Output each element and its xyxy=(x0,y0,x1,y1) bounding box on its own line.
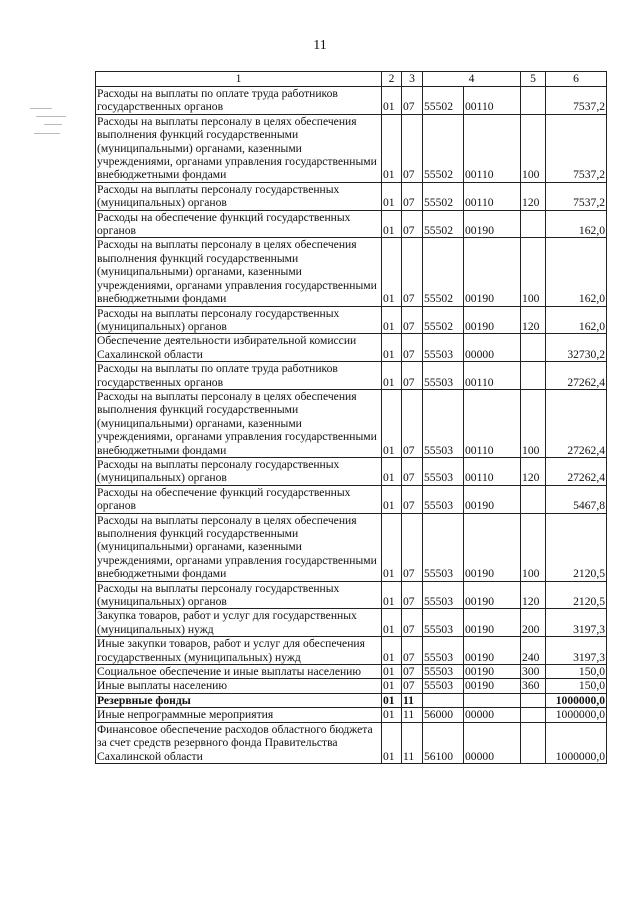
expense-type-code: 240 xyxy=(521,637,546,665)
section-code: 01 xyxy=(382,182,402,210)
page-number: 11 xyxy=(313,38,327,53)
target-article-subcode: 00000 xyxy=(464,334,521,362)
expense-type-code: 120 xyxy=(521,581,546,609)
expense-type-code: 100 xyxy=(521,238,546,306)
row-name: Расходы на обеспечение функций государственных органов xyxy=(96,210,382,238)
scan-mark xyxy=(44,124,62,125)
amount: 27262,4 xyxy=(546,362,607,390)
subsection-code: 07 xyxy=(402,581,423,609)
target-article-code: 55502 xyxy=(423,87,464,115)
table-row xyxy=(96,182,607,210)
target-article-code: 55503 xyxy=(423,513,464,581)
target-article-subcode: 00190 xyxy=(464,679,521,693)
section-code: 01 xyxy=(382,485,402,513)
table-row xyxy=(96,693,607,707)
amount: 3197,3 xyxy=(546,609,607,637)
table-row xyxy=(96,679,607,693)
table-header-row xyxy=(96,72,607,87)
target-article-subcode: 00110 xyxy=(464,457,521,485)
section-code: 01 xyxy=(382,581,402,609)
section-code: 01 xyxy=(382,693,402,707)
amount: 3197,3 xyxy=(546,637,607,665)
target-article-code: 55503 xyxy=(423,389,464,457)
target-article-subcode: 00000 xyxy=(464,722,521,763)
row-name: Расходы на выплаты персоналу в целях обеспечения выполнения функций государственными (муниципальными) органами, казенными учреждениями, органами управления государственными внебюджетными фондами xyxy=(96,389,382,457)
table-row xyxy=(96,210,607,238)
target-article-subcode: 00190 xyxy=(464,637,521,665)
target-article-code xyxy=(423,693,464,707)
expense-type-code xyxy=(521,362,546,390)
section-code: 01 xyxy=(382,362,402,390)
subsection-code: 07 xyxy=(402,679,423,693)
target-article-subcode: 00000 xyxy=(464,708,521,722)
amount: 7537,2 xyxy=(546,182,607,210)
target-article-code: 55503 xyxy=(423,581,464,609)
amount: 32730,2 xyxy=(546,334,607,362)
scan-mark xyxy=(34,133,60,134)
row-name: Расходы на выплаты по оплате труда работников государственных органов xyxy=(96,362,382,390)
subsection-code: 07 xyxy=(402,637,423,665)
row-name: Обеспечение деятельности избирательной комиссии Сахалинской области xyxy=(96,334,382,362)
table-row xyxy=(96,708,607,722)
table-row xyxy=(96,513,607,581)
subsection-code: 07 xyxy=(402,513,423,581)
scan-mark xyxy=(30,108,52,109)
expense-type-code xyxy=(521,693,546,707)
target-article-subcode xyxy=(464,693,521,707)
target-article-code: 55503 xyxy=(423,679,464,693)
expense-type-code: 120 xyxy=(521,457,546,485)
section-code: 01 xyxy=(382,637,402,665)
target-article-subcode: 00190 xyxy=(464,665,521,679)
row-name: Финансовое обеспечение расходов областного бюджета за счет средств резервного фонда Правительства Сахалинской области xyxy=(96,722,382,763)
subsection-code: 11 xyxy=(402,693,423,707)
row-name: Расходы на выплаты персоналу в целях обеспечения выполнения функций государственными (муниципальными) органами, казенными учреждениями, органами управления государственными внебюджетными фондами xyxy=(96,513,382,581)
subsection-code: 07 xyxy=(402,182,423,210)
column-header: 6 xyxy=(546,72,607,87)
expense-type-code: 120 xyxy=(521,182,546,210)
expense-type-code xyxy=(521,722,546,763)
target-article-code: 56000 xyxy=(423,708,464,722)
amount: 1000000,0 xyxy=(546,722,607,763)
amount: 7537,2 xyxy=(546,114,607,182)
target-article-subcode: 00110 xyxy=(464,114,521,182)
column-header: 4 xyxy=(423,72,521,87)
table-row xyxy=(96,609,607,637)
amount: 162,0 xyxy=(546,306,607,334)
target-article-subcode: 00110 xyxy=(464,87,521,115)
table-row xyxy=(96,114,607,182)
target-article-subcode: 00190 xyxy=(464,513,521,581)
section-code: 01 xyxy=(382,609,402,637)
section-code: 01 xyxy=(382,238,402,306)
expense-type-code xyxy=(521,210,546,238)
table-row xyxy=(96,581,607,609)
table-row xyxy=(96,637,607,665)
target-article-code: 55502 xyxy=(423,306,464,334)
expense-type-code: 100 xyxy=(521,513,546,581)
expense-type-code: 120 xyxy=(521,306,546,334)
subsection-code: 07 xyxy=(402,665,423,679)
expense-type-code: 300 xyxy=(521,665,546,679)
expense-type-code xyxy=(521,485,546,513)
expense-type-code: 360 xyxy=(521,679,546,693)
table-row xyxy=(96,362,607,390)
subsection-code: 07 xyxy=(402,457,423,485)
row-name: Иные выплаты населению xyxy=(96,679,382,693)
amount: 1000000,0 xyxy=(546,693,607,707)
amount: 27262,4 xyxy=(546,389,607,457)
amount: 5467,8 xyxy=(546,485,607,513)
section-code: 01 xyxy=(382,457,402,485)
row-name: Резервные фонды xyxy=(96,693,382,707)
target-article-code: 55502 xyxy=(423,114,464,182)
section-code: 01 xyxy=(382,722,402,763)
target-article-subcode: 00110 xyxy=(464,389,521,457)
target-article-code: 55503 xyxy=(423,485,464,513)
target-article-code: 55503 xyxy=(423,457,464,485)
amount: 162,0 xyxy=(546,210,607,238)
section-code: 01 xyxy=(382,306,402,334)
subsection-code: 07 xyxy=(402,238,423,306)
row-name: Иные закупки товаров, работ и услуг для обеспечения государственных (муниципальных) нужд xyxy=(96,637,382,665)
row-name: Социальное обеспечение и иные выплаты населению xyxy=(96,665,382,679)
amount: 2120,5 xyxy=(546,581,607,609)
subsection-code: 07 xyxy=(402,389,423,457)
section-code: 01 xyxy=(382,210,402,238)
budget-table xyxy=(95,71,607,764)
subsection-code: 07 xyxy=(402,306,423,334)
table-row xyxy=(96,389,607,457)
target-article-code: 55502 xyxy=(423,238,464,306)
row-name: Закупка товаров, работ и услуг для государственных (муниципальных) нужд xyxy=(96,609,382,637)
table-row xyxy=(96,334,607,362)
expense-type-code: 100 xyxy=(521,389,546,457)
subsection-code: 11 xyxy=(402,722,423,763)
row-name: Расходы на выплаты персоналу государственных (муниципальных) органов xyxy=(96,581,382,609)
expense-type-code xyxy=(521,334,546,362)
target-article-code: 55503 xyxy=(423,637,464,665)
target-article-code: 55502 xyxy=(423,210,464,238)
subsection-code: 07 xyxy=(402,210,423,238)
column-header: 5 xyxy=(521,72,546,87)
section-code: 01 xyxy=(382,513,402,581)
scan-mark xyxy=(36,116,66,117)
row-name: Расходы на выплаты персоналу государственных (муниципальных) органов xyxy=(96,306,382,334)
subsection-code: 07 xyxy=(402,334,423,362)
target-article-code: 55502 xyxy=(423,182,464,210)
target-article-subcode: 00190 xyxy=(464,581,521,609)
section-code: 01 xyxy=(382,114,402,182)
row-name: Расходы на выплаты персоналу в целях обеспечения выполнения функций государственными (муниципальными) органами, казенными учреждениями, органами управления государственными внебюджетными фондами xyxy=(96,238,382,306)
expense-type-code: 100 xyxy=(521,114,546,182)
section-code: 01 xyxy=(382,665,402,679)
target-article-subcode: 00190 xyxy=(464,306,521,334)
target-article-code: 55503 xyxy=(423,609,464,637)
subsection-code: 07 xyxy=(402,114,423,182)
target-article-code: 55503 xyxy=(423,362,464,390)
target-article-code: 56100 xyxy=(423,722,464,763)
target-article-subcode: 00190 xyxy=(464,238,521,306)
subsection-code: 11 xyxy=(402,708,423,722)
row-name: Расходы на обеспечение функций государственных органов xyxy=(96,485,382,513)
target-article-subcode: 00190 xyxy=(464,485,521,513)
amount: 7537,2 xyxy=(546,87,607,115)
column-header: 2 xyxy=(382,72,402,87)
amount: 150,0 xyxy=(546,665,607,679)
row-name: Расходы на выплаты по оплате труда работников государственных органов xyxy=(96,87,382,115)
row-name: Расходы на выплаты персоналу государственных (муниципальных) органов xyxy=(96,182,382,210)
row-name: Расходы на выплаты персоналу государственных (муниципальных) органов xyxy=(96,457,382,485)
row-name: Расходы на выплаты персоналу в целях обеспечения выполнения функций государственными (муниципальными) органами, казенными учреждениями, органами управления государственными внебюджетными фондами xyxy=(96,114,382,182)
table-row xyxy=(96,457,607,485)
expense-type-code: 200 xyxy=(521,609,546,637)
column-header: 1 xyxy=(96,72,382,87)
amount: 162,0 xyxy=(546,238,607,306)
subsection-code: 07 xyxy=(402,609,423,637)
table-row xyxy=(96,665,607,679)
expense-type-code xyxy=(521,708,546,722)
amount: 1000000,0 xyxy=(546,708,607,722)
table-row xyxy=(96,87,607,115)
subsection-code: 07 xyxy=(402,485,423,513)
target-article-subcode: 00110 xyxy=(464,182,521,210)
column-header: 3 xyxy=(402,72,423,87)
table-body xyxy=(96,87,607,764)
expense-type-code xyxy=(521,87,546,115)
subsection-code: 07 xyxy=(402,362,423,390)
table-row xyxy=(96,485,607,513)
row-name: Иные непрограммные мероприятия xyxy=(96,708,382,722)
target-article-code: 55503 xyxy=(423,334,464,362)
section-code: 01 xyxy=(382,334,402,362)
table-row xyxy=(96,306,607,334)
target-article-subcode: 00190 xyxy=(464,609,521,637)
table-row xyxy=(96,238,607,306)
section-code: 01 xyxy=(382,389,402,457)
section-code: 01 xyxy=(382,679,402,693)
section-code: 01 xyxy=(382,87,402,115)
amount: 2120,5 xyxy=(546,513,607,581)
subsection-code: 07 xyxy=(402,87,423,115)
target-article-subcode: 00110 xyxy=(464,362,521,390)
amount: 150,0 xyxy=(546,679,607,693)
amount: 27262,4 xyxy=(546,457,607,485)
target-article-subcode: 00190 xyxy=(464,210,521,238)
table-row xyxy=(96,722,607,763)
target-article-code: 55503 xyxy=(423,665,464,679)
section-code: 01 xyxy=(382,708,402,722)
